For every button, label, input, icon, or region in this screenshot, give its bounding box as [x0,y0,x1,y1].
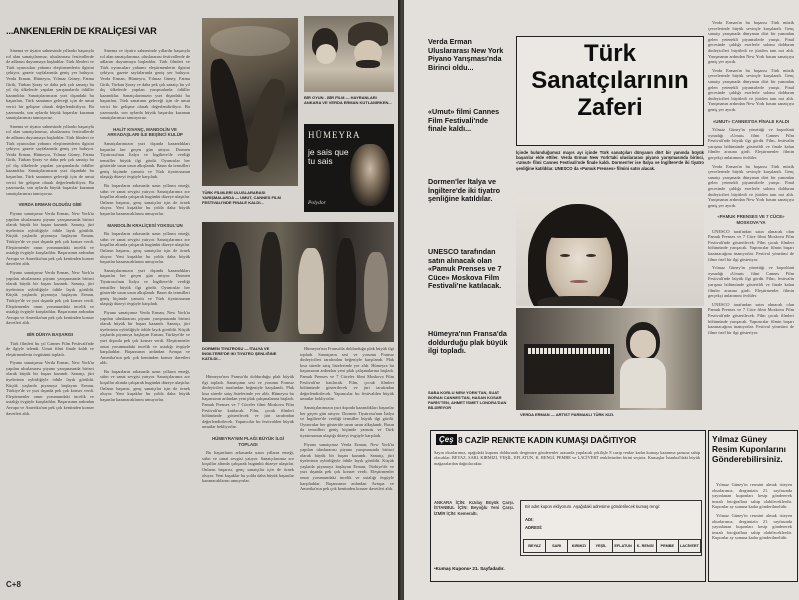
coupon-box [520,500,702,556]
coupon-address-label: ADRESİ: [525,525,543,530]
couple-photo [304,16,394,92]
main-title [520,40,700,121]
section-subheading: BİR DÜNYA BAŞARISI [26,331,74,337]
section-subheading: «PAMUK PRENSES VE 7 CÜCE» MOSKOVA'YA [717,214,785,225]
body-text: UNESCO tarafından satın alınacak olan Pamuk Prenses ve 7 Cüce filmi Moskova Film Festivali'nde gösterilecek. Film çocuk filmleri bölümünde yarışacak. Yapımcılar filmin başarı kazanacağına inanıyorlar. Festival yönetimi de filme özel bir ilgi gösteriyor. [708,228,794,262]
callout-verda-erman: Verda Erman Uluslararası New York Piyano Yarışması'nda Birinci oldu... [428,38,504,72]
page-number: C+8 [6,580,21,589]
right-page [404,0,799,600]
article-column-1 [6,48,94,588]
body-text: Piyano sanatçımız Verda Erman, New York'ta yapılan uluslararası piyano yarışmasında birinci olarak büyük bir başarı kazandı. Sanatçı, jüri üyelerinin oybirliğiyle ödüle layık görüldü. Küçük yaşlarda piyanoya başlayan Erman, Türkiye'de ve yurt dışında pek çok konser verdi. Eleştirmenler onun yorumundaki incelik ve ustalığı övgüyle karşıladılar. Başarısının ardından Avrupa ve Amerika'nın pek çok kentinden konser davetleri aldı. [100,309,190,366]
section-subheading: HALİT KIVANÇ, MANDOLİN VE ARKADAŞLARI İLE BEŞİNCİ KULÜP [107,126,183,138]
ad-deadline: •Kumaş Kuponu• 21. Sayfadadır. [434,566,505,571]
kupon-title: Yılmaz Güney Resim Kuponlarını Gönderebilirsiniz. [712,434,786,464]
record-label: Polydor [308,200,326,206]
intro-paragraph: İçinde bulunduğumuz mayıs ayı içinde Türk sanatçıları dünyanın dört bir yanında büyük başarılar elde ettiler. Verda Erman New York'taki uluslararası piyano yarışmasında birinci, «Umut» filmi Cannes Festivali'nde finale kaldı. Dormen'ler ise İtalya ve İngiltere'de iki tiyatro şenliğine katıldılar. UNESCO da «Pamuk Prenses» filmini satın alacak. [516,150,704,171]
body-text: Hümeyra'nın Fransa'da doldurduğu plak büyük ilgi topladı. Sanatçının sesi ve yorumu Fransız dinleyicileri tarafından beğeniyle karşılandı. Plak kısa sürede satış listelerinde yer aldı. Hümeyra bu başarısının ardından yeni plak çalışmalarına başladı. Pamuk Prenses ve 7 Cüceler filmi Moskova Film Festivali'ne katılacak. Film, çocuk filmleri bölümünde gösterilecek ve jüri tarafından değerlendirilecek. Yapımcılar bu festivalden büyük umutlar bekliyorlar. [300,346,394,402]
body-text: Piyano sanatçımız Verda Erman, New York'ta yapılan uluslararası piyano yarışmasında birinci olarak büyük bir başarı kazandı. Sanatçı, jüri üyelerinin oybirliğiyle ödüle layık görüldü. Küçük yaşlarda piyanoya başlayan Erman, Türkiye'de ve yurt dışında pek çok konser verdi. Eleştirmenler onun yorumundaki incelik ve ustalığı övgüyle karşıladılar. Başarısının ardından Avrupa ve Amerika'nın pek çok kentinden konser davetleri aldı. [6,360,94,416]
kupon-text [712,482,792,576]
album-cover [304,124,394,212]
ad-body [434,450,700,496]
color-option[interactable]: PEMBE [656,540,678,552]
ad-addresses [434,500,514,560]
body-text: Piyano sanatçımız Verda Erman, New York'ta yapılan uluslararası piyano yarışmasında birinci olarak büyük bir başarı kazandı. Sanatçı, jüri üyelerinin oybirliğiyle ödüle layık görüldü. Küçük yaşlarda piyanoya başlayan Erman, Türkiye'de ve yurt dışında pek çok konser verdi. Eleştirmenler onun yorumundaki incelik ve ustalığı övgüyle karşıladılar. Başarısının ardından Avrupa ve Amerika'nın pek çok kentinden konser davetleri aldı. [6,269,94,326]
color-option[interactable]: YEŞİL [589,540,611,552]
body-text: Verda Erman'ın bu başarısı Türk müzik çevrelerinde büyük sevinçle karşılandı. Genç sanatçı yarışmada dünyanın dört bir yanından gelen yetenekli piyanistlerle yarıştı. Final gecesinde çaldığı eserlerle salonu dolduran dinleyicileri büyüledi ve jüriden tam not aldı. Yarışmanın ardından New York basını sanatçıya geniş yer ayırdı. [708,67,794,112]
title-line-1: Türk [583,40,636,67]
body-text: Bu başarıların arkasında uzun yılların emeği, sabrı ve sanat sevgisi yatıyor. Sanatçılarımız zor koşullar altında çalışarak bugünkü düzeye ulaştılar. Onların başarısı, genç sanatçılar için de örnek oluyor. Yeni kuşaklar bu yolda daha büyük başarılar kazanacaklarını umuyorlar. [202,450,294,484]
ad-logo: Çeş [436,434,457,445]
body-text: UNESCO tarafından satın alınacak olan Pamuk Prenses ve 7 Cüce filmi Moskova Film Festivali'nde gösterilecek. Film çocuk filmleri bölümünde yarışacak. Yapımcılar filmin başarı kazanacağına inanıyorlar. Festival yönetimi de filme özel bir ilgi gösteriyor. [708,301,794,335]
photo-caption: BİR OYUN - BİR FİLM — HAYRANLARI ANKARA VE VERDA ERMAN KUTLANIRKEN... [304,95,392,105]
forest-photo [202,18,298,186]
body-text: Sinema ve tiyatro sahnesinde yıllardır başarıyla rol alan sanatçılarımız, uluslararası festivallerde de adlarını duyurmaya başladılar. Türk filmleri ve Türk oyuncuları yabancı eleştirmenlerin ilgisini çekiyor, gazete sayfalarında geniş yer buluyor. Verda Erman, Hümeyra, Yılmaz Güney, Fatma Girik, Türkan Şoray ve daha pek çok sanatçı bu yıl dış ülkelerde yapılan yarışmalarda ödüller kazandılar. Sanatçılarımızın yurt dışındaki bu başarıları, Türk sanatının geleceği için de umut verici bir gelişme olarak değerlendiriliyor. Bu yazımızda, son aylarda büyük başarılar kazanan sanatçılarımızı tanıtıyoruz. [6,48,94,121]
page-headline: ...ANKENLERİN DE KRALİÇESİ VAR [6,26,157,36]
color-option[interactable]: SARI [545,540,567,552]
title-line-3: Zaferi [577,94,643,121]
body-text: Yılmaz Güney'in resmini almak isteyen okurlarımız, dergimizin 21. sayfasında yayınlanan kuponları kesip göndererek imzalı fotoğraflara sahip olabileceklerdir. Kuponlar ay sonuna kadar gönderilmelidir. [712,512,792,541]
ad-text: Sayın okurlarımız, aşağıdaki kuponu doldurarak dergimize gönderenler arasında yapılacak çekilişle 8 cazip renkte kadın kumaşı kazanma şansına sahip olacaklar. BEYAZ, SARI, KIRMIZI, YEŞİL, EFLATUN, K. RENGİ, PEMBE ve LACİVERT renklerinden birini seçiniz. Kumaşlar İstanbul'daki büyük mağazalardan dağıtılacaktır. [434,450,700,466]
article-column-3 [202,374,294,586]
stage-photo [202,222,394,342]
callout-pamuk-prenses: UNESCO tarafından satın alınacak olan «Pamuk Prenses ve 7 Cüce» Moskova Film Festivali'ne katılacak. [428,248,502,291]
body-text: Bu başarıların arkasında uzun yılların emeği, sabrı ve sanat sevgisi yatıyor. Sanatçılarımız zor koşullar altında çalışarak bugünkü düzeye ulaştılar. Onların başarısı, genç sanatçılar için de örnek oluyor. Yeni kuşaklar bu yolda daha büyük başarılar kazanacaklarını umuyorlar. [100,231,190,265]
byline: SABA KORLU NEW YORK'TAN, SUAT BORAN CANNES'TAN, HASAN KOSAR PARİS'TEN, AHMET İSMET LONDRA'DAN BİLDİRİYOR [428,390,507,410]
ad-address-text: ANKARA İÇİN: Kızılay Büyük Çarşı. İSTANBUL İÇİN: Beyoğlu Yeni Çarşı. İZMİR İÇİN: Kemeraltı. [434,500,514,516]
body-text: Yılmaz Güney'in resmini almak isteyen okurlarımız, dergimizin 21. sayfasında yayınlanan kuponları kesip göndererek imzalı fotoğraflara sahip olabileceklerdir. Kuponlar ay sonuna kadar gönderilmelidir. [712,482,792,510]
article-column-4 [300,346,394,586]
photo-caption: TÜRK FİLMLERİ ULUSLARARASI YARIŞMALARDA — UMUT, CANNES FILM FESTIVALI'NDE FINALE KALDI... [202,190,281,205]
color-option[interactable]: LACİVERT [678,540,700,552]
section-subheading: HÜMEYRA'NIN PLAĞI BÜYÜK İLGİ TOPLADI [211,435,285,447]
body-text: Sanatçılarımızın yurt dışında kazandıkları başarılar her geçen gün artıyor. Dormen Tiyatrosu'nun İtalya ve İngiltere'de verdiği temsiller büyük ilgi gördü. Oyuncular her gösteride uzun uzun alkışlandı. Basın da temsilleri geniş biçimde yansıttı ve Türk tiyatrosunun ulaştığı düzeyi övgüyle karşıladı. [100,140,190,180]
coupon-name-label: ADI: [525,517,534,522]
body-text: Bu başarıların arkasında uzun yılların emeği, sabrı ve sanat sevgisi yatıyor. Sanatçılarımız zor koşullar altında çalışarak bugünkü düzeye ulaştılar. Onların başarısı, genç sanatçılar için de örnek oluyor. Yeni kuşaklar bu yolda daha büyük başarılar kazanacaklarını umuyorlar. [100,183,190,217]
photo-caption: DORMEN TİYATROSU — İTALYA VE İNGILTERE'DE IKI TIYATRO ŞENLIĞINE KATILDI... [202,346,277,361]
body-text: Sinema ve tiyatro sahnesinde yıllardır başarıyla rol alan sanatçılarımız, uluslararası festivallerde de adlarını duyurmaya başladılar. Türk filmleri ve Türk oyuncuları yabancı eleştirmenlerin ilgisini çekiyor, gazete sayfalarında geniş yer buluyor. Verda Erman, Hümeyra, Yılmaz Güney, Fatma Girik, Türkan Şoray ve daha pek çok sanatçı bu yıl dış ülkelerde yapılan yarışmalarda ödüller kazandılar. Sanatçılarımızın yurt dışındaki bu başarıları, Türk sanatının geleceği için de umut verici bir gelişme olarak değerlendiriliyor. Bu yazımızda, son aylarda büyük başarılar kazanan sanatçılarımızı tanıtıyoruz. [6,123,94,196]
color-option[interactable]: BEYAZ [528,544,541,548]
body-text: Yılmaz Güney'in yönettiği ve başrolünü oynadığı «Umut» filmi Cannes Film Festivali'nde büyük ilgi gördü. Film, festivalin yarışma bölümünde gösterildi ve finale kalan filmler arasına girdi. Eleştirmenler filmin gerçekçi anlatımını övdüler. [708,127,794,161]
title-line-2: Sanatçılarının [531,67,689,94]
piano-photo [516,308,702,410]
callout-dormen: Dormen'ler İtalya ve İngiltere'de iki tiyatro şenliğine katıldılar. [428,178,501,204]
section-subheading: VERDA ERMAN OLDUĞU GİBİ [18,202,82,208]
album-title: je sais que tu sais [308,147,349,166]
coupon-instruction: Bir adet kupon ekliyorum. Aşağıdaki adresime gönderilecek kumaş rengi: [525,504,660,509]
body-text: Piyano sanatçımız Verda Erman, New York'ta yapılan uluslararası piyano yarışmasında birinci olarak büyük bir başarı kazandı. Sanatçı, jüri üyelerinin oybirliğiyle ödüle layık görüldü. Küçük yaşlarda piyanoya başlayan Erman, Türkiye'de ve yurt dışında pek çok konser verdi. Eleştirmenler onun yorumundaki incelik ve ustalığı övgüyle karşıladılar. Başarısının ardından Avrupa ve Amerika'nın pek çok kentinden konser davetleri aldı. [300,441,394,492]
color-option[interactable]: K. RENGİ [634,540,656,552]
section-subheading: «UMUT» CANNES'DA FİNALE KALDI [712,118,790,124]
album-artist: HÜMEYRA [308,130,361,140]
article-column-2 [100,48,190,583]
body-text: Sanatçılarımızın yurt dışında kazandıkları başarılar her geçen gün artıyor. Dormen Tiyatrosu'nun İtalya ve İngiltere'de verdiği temsiller büyük ilgi gördü. Oyuncular her gösteride uzun uzun alkışlandı. Basın da temsilleri geniş biçimde yansıttı ve Türk tiyatrosunun ulaştığı düzeyi övgüyle karşıladı. [100,267,190,307]
callout-humeyra: Hümeyra'nın Fransa'da doldurduğu plak büyük ilgi topladı. [428,330,508,356]
color-option[interactable]: EFLATUN [612,540,634,552]
color-options [523,539,701,553]
body-text: Sanatçılarımızın yurt dışında kazandıkları başarılar her geçen gün artıyor. Dormen Tiyatrosu'nun İtalya ve İngiltere'de verdiği temsiller büyük ilgi gördü. Oyuncular her gösteride uzun uzun alkışlandı. Basın da temsilleri geniş biçimde yansıttı ve Türk tiyatrosunun ulaştığı düzeyi övgüyle karşıladı. [300,404,394,438]
body-text: Verda Erman'ın bu başarısı Türk müzik çevrelerinde büyük sevinçle karşılandı. Genç sanatçı yarışmada dünyanın dört bir yanından gelen yetenekli piyanistlerle yarıştı. Final gecesinde çaldığı eserlerle salonu dolduran dinleyicileri büyüledi ve jüriden tam not aldı. Yarışmanın ardından New York basını sanatçıya geniş yer ayırdı. [708,163,794,208]
piano-caption: VERDA ERMAN — ARTIST PARMAKLI TÜRK KIZI. [520,412,615,417]
body-text: Yılmaz Güney'in yönettiği ve başrolünü oynadığı «Umut» filmi Cannes Film Festivali'nde büyük ilgi gördü. Film, festivalin yarışma bölümünde gösterildi ve finale kalan filmler arasına girdi. Eleştirmenler filmin gerçekçi anlatımını övdüler. [708,265,794,299]
section-subheading: MANDOLİN KRALİÇESİ YOKSUL'UN [107,222,183,228]
body-text: Piyano sanatçımız Verda Erman, New York'ta yapılan uluslararası piyano yarışmasında birinci olarak büyük bir başarı kazandı. Sanatçı, jüri üyelerinin oybirliğiyle ödüle layık görüldü. Küçük yaşlarda piyanoya başlayan Erman, Türkiye'de ve yurt dışında pek çok konser verdi. Eleştirmenler onun yorumundaki incelik ve ustalığı övgüyle karşıladılar. Başarısının ardından Avrupa ve Amerika'nın pek çok kentinden konser davetleri aldı. [6,211,94,267]
intro-text [516,150,704,190]
verda-erman-portrait [516,196,704,306]
body-text: Bu başarıların arkasında uzun yılların emeği, sabrı ve sanat sevgisi yatıyor. Sanatçılarımız zor koşullar altında çalışarak bugünkü düzeye ulaştılar. Onların başarısı, genç sanatçılar için de örnek oluyor. Yeni kuşaklar bu yolda daha büyük başarılar kazanacaklarını umuyorlar. [100,368,190,402]
callout-umut: «Umut» filmi Cannes Film Festivali'nde finale kaldı... [428,108,500,134]
body-text: Hümeyra'nın Fransa'da doldurduğu plak büyük ilgi topladı. Sanatçının sesi ve yorumu Fransız dinleyicileri tarafından beğeniyle karşılandı. Plak kısa sürede satış listelerinde yer aldı. Hümeyra bu başarısının ardından yeni plak çalışmalarına başladı. Pamuk Prenses ve 7 Cüceler filmi Moskova Film Festivali'ne katılacak. Film, çocuk filmleri bölümünde gösterilecek ve jüri tarafından değerlendirilecek. Yapımcılar bu festivalden büyük umutlar bekliyorlar. [202,374,294,430]
right-article-column [708,20,794,424]
body-text: Verda Erman'ın bu başarısı Türk müzik çevrelerinde büyük sevinçle karşılandı. Genç sanatçı yarışmada dünyanın dört bir yanından gelen yetenekli piyanistlerle yarıştı. Final gecesinde çaldığı eserlerle salonu dolduran dinleyicileri büyüledi ve jüriden tam not aldı. Yarışmanın ardından New York basını sanatçıya geniş yer ayırdı. [708,20,794,65]
body-text: Sinema ve tiyatro sahnesinde yıllardır başarıyla rol alan sanatçılarımız, uluslararası festivallerde de adlarını duyurmaya başladılar. Türk filmleri ve Türk oyuncuları yabancı eleştirmenlerin ilgisini çekiyor, gazete sayfalarında geniş yer buluyor. Verda Erman, Hümeyra, Yılmaz Güney, Fatma Girik, Türkan Şoray ve daha pek çok sanatçı bu yıl dış ülkelerde yapılan yarışmalarda ödüller kazandılar. Sanatçılarımızın yurt dışındaki bu başarıları, Türk sanatının geleceği için de umut verici bir gelişme olarak değerlendiriliyor. Bu yazımızda, son aylarda büyük başarılar kazanan sanatçılarımızı tanıtıyoruz. [100,48,190,121]
ad-headline: 8 CAZİP RENKTE KADIN KUMAŞI DAĞITIYOR [458,435,637,445]
color-option[interactable]: KIRMIZI [567,540,589,552]
body-text: Türk filmleri bu yıl Cannes Film Festivali'nde de ilgiyle izlendi. Umut filmi finale kaldı ve eleştirmenlerin övgüsünü topladı. [6,340,94,357]
